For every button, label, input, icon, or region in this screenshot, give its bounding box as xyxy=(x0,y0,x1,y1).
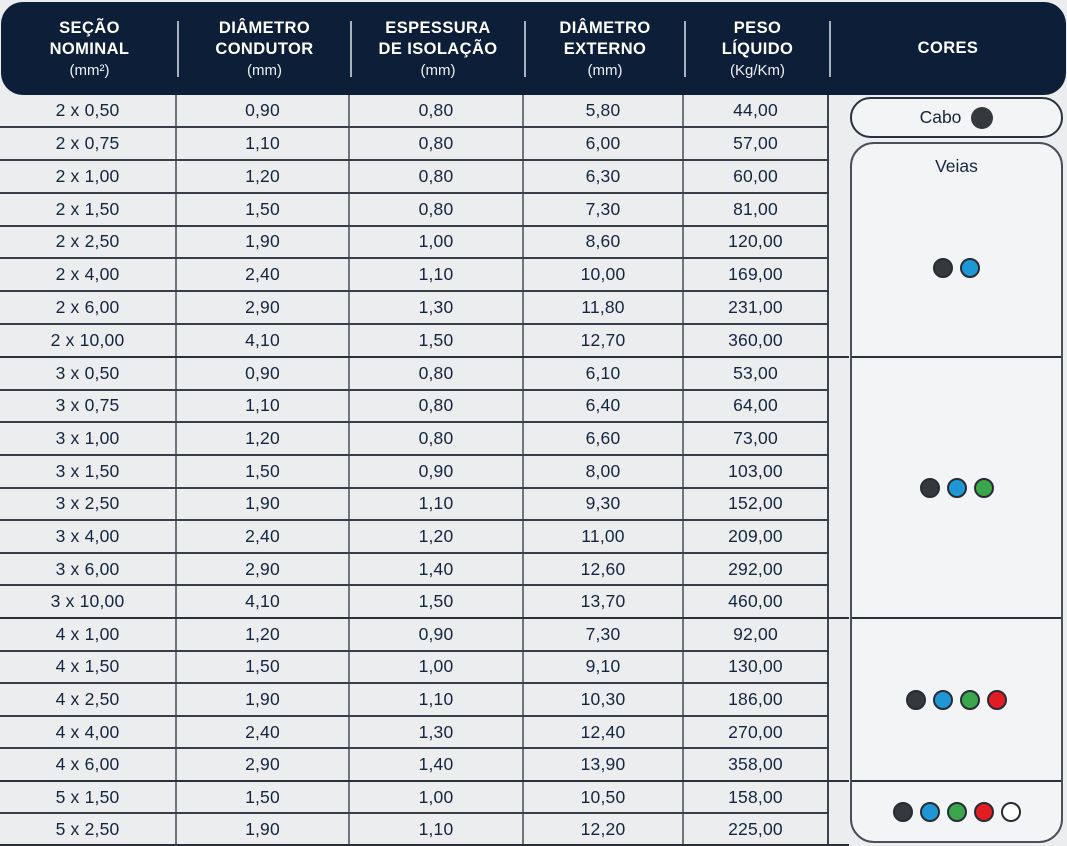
header-label: LÍQUIDO xyxy=(721,39,794,58)
table-cell: 4 x 6,00 xyxy=(0,749,177,780)
color-dot-red xyxy=(987,690,1007,710)
table-cell: 0,80 xyxy=(350,95,524,126)
color-dot-green xyxy=(960,690,980,710)
table-cell: 1,10 xyxy=(350,489,524,520)
table-cell: 13,70 xyxy=(524,586,684,617)
table-cell: 130,00 xyxy=(684,652,829,683)
table-header xyxy=(1,2,1066,95)
table-cell: 3 x 0,50 xyxy=(0,358,177,389)
table-cell: 103,00 xyxy=(684,456,829,487)
table-cell: 0,80 xyxy=(350,194,524,225)
table-row xyxy=(0,192,829,225)
header-label: DE ISOLAÇÃO xyxy=(378,39,498,58)
table-cell: 53,00 xyxy=(684,358,829,389)
veias-section-3x xyxy=(852,356,1061,617)
table-cell: 7,30 xyxy=(524,194,684,225)
table-cell: 2,40 xyxy=(177,717,350,748)
table-cell: 10,50 xyxy=(524,782,684,812)
table-row xyxy=(0,454,829,487)
table-cell: 120,00 xyxy=(684,227,829,258)
table-cell: 81,00 xyxy=(684,194,829,225)
header-label: SEÇÃO xyxy=(59,19,120,38)
table-cell: 1,50 xyxy=(177,652,350,683)
table-cell: 5 x 1,50 xyxy=(0,782,177,812)
table-row xyxy=(0,650,829,683)
group-rows xyxy=(0,358,829,617)
row-group-4x xyxy=(0,617,849,780)
table-cell: 1,30 xyxy=(350,717,524,748)
table-cell: 10,30 xyxy=(524,684,684,715)
table-cell: 1,50 xyxy=(177,456,350,487)
table-row xyxy=(0,812,829,844)
table-cell: 0,90 xyxy=(177,358,350,389)
table-row xyxy=(0,552,829,585)
table-body xyxy=(0,95,1067,846)
header-cell-2 xyxy=(351,2,525,95)
cabo-color-dot xyxy=(971,107,993,129)
table-cell: 360,00 xyxy=(684,325,829,356)
color-dot-white xyxy=(1001,802,1021,822)
table-row xyxy=(0,747,829,780)
group-strip xyxy=(829,358,849,617)
table-cell: 3 x 10,00 xyxy=(0,586,177,617)
table-row xyxy=(0,421,829,454)
table-row xyxy=(0,159,829,192)
table-cell: 3 x 0,75 xyxy=(0,391,177,422)
header-label: CORES xyxy=(917,39,979,58)
color-dot-blue xyxy=(920,802,940,822)
table-cell: 2,90 xyxy=(177,749,350,780)
table-cell: 1,20 xyxy=(177,619,350,650)
table-cell: 292,00 xyxy=(684,554,829,585)
table-cell: 44,00 xyxy=(684,95,829,126)
table-cell: 158,00 xyxy=(684,782,829,812)
table-cell: 3 x 1,50 xyxy=(0,456,177,487)
table-cell: 1,30 xyxy=(350,292,524,323)
table-cell: 3 x 4,00 xyxy=(0,521,177,552)
table-cell: 0,80 xyxy=(350,358,524,389)
header-unit: (mm) xyxy=(247,61,282,79)
table-cell: 1,10 xyxy=(350,259,524,290)
table-cell: 4,10 xyxy=(177,325,350,356)
table-cell: 5 x 2,50 xyxy=(0,814,177,844)
table-cell: 460,00 xyxy=(684,586,829,617)
table-cell: 1,90 xyxy=(177,684,350,715)
table-cell: 2 x 10,00 xyxy=(0,325,177,356)
table-cell: 0,90 xyxy=(350,619,524,650)
color-dot-dark xyxy=(933,258,953,278)
table-cell: 12,70 xyxy=(524,325,684,356)
veias-section-2x xyxy=(852,180,1061,356)
color-dot-red xyxy=(974,802,994,822)
table-row xyxy=(0,619,829,650)
table-cell: 12,60 xyxy=(524,554,684,585)
table-cell: 2,40 xyxy=(177,259,350,290)
table-row xyxy=(0,389,829,422)
table-cell: 1,10 xyxy=(177,128,350,159)
header-cell-1 xyxy=(178,2,351,95)
table-cell: 10,00 xyxy=(524,259,684,290)
table-cell: 1,50 xyxy=(177,782,350,812)
table-row xyxy=(0,323,829,356)
table-cell: 1,20 xyxy=(177,423,350,454)
table-cell: 8,00 xyxy=(524,456,684,487)
table-cell: 64,00 xyxy=(684,391,829,422)
table-cell: 1,50 xyxy=(350,325,524,356)
table-cell: 186,00 xyxy=(684,684,829,715)
table-cell: 0,80 xyxy=(350,391,524,422)
table-cell: 0,90 xyxy=(350,456,524,487)
table-cell: 0,80 xyxy=(350,161,524,192)
group-rows xyxy=(0,95,829,356)
table-row xyxy=(0,715,829,748)
row-group-5x xyxy=(0,780,849,846)
header-label: DIÂMETRO xyxy=(218,19,311,38)
table-cell: 4 x 2,50 xyxy=(0,684,177,715)
table-cell: 60,00 xyxy=(684,161,829,192)
veias-label: Veias xyxy=(935,155,978,176)
table-row xyxy=(0,782,829,812)
table-cell: 5,80 xyxy=(524,95,684,126)
color-dot-blue xyxy=(960,258,980,278)
table-cell: 9,30 xyxy=(524,489,684,520)
table-row xyxy=(0,519,829,552)
table-cell: 4 x 1,50 xyxy=(0,652,177,683)
table-cell: 209,00 xyxy=(684,521,829,552)
color-dot-dark xyxy=(893,802,913,822)
table-cell: 2 x 0,50 xyxy=(0,95,177,126)
table-cell: 6,40 xyxy=(524,391,684,422)
table-row xyxy=(0,225,829,258)
table-row xyxy=(0,358,829,389)
table-cell: 12,40 xyxy=(524,717,684,748)
table-row xyxy=(0,682,829,715)
table-cell: 1,00 xyxy=(350,782,524,812)
header-label: EXTERNO xyxy=(563,39,647,58)
table-cell: 6,10 xyxy=(524,358,684,389)
table-cell: 2 x 6,00 xyxy=(0,292,177,323)
table-cell: 6,60 xyxy=(524,423,684,454)
header-cell-5 xyxy=(830,2,1066,95)
table-row xyxy=(0,257,829,290)
header-cell-0 xyxy=(1,2,178,95)
table-cell: 152,00 xyxy=(684,489,829,520)
table-cell: 169,00 xyxy=(684,259,829,290)
table-cell: 6,30 xyxy=(524,161,684,192)
table-cell: 73,00 xyxy=(684,423,829,454)
table-cell: 1,10 xyxy=(350,814,524,844)
table-cell: 2,90 xyxy=(177,292,350,323)
table-cell: 2 x 0,75 xyxy=(0,128,177,159)
table-cell: 3 x 2,50 xyxy=(0,489,177,520)
group-strip xyxy=(829,782,849,844)
header-unit: (mm) xyxy=(587,61,623,79)
table-cell: 2 x 1,50 xyxy=(0,194,177,225)
table-cell: 92,00 xyxy=(684,619,829,650)
row-group-3x xyxy=(0,356,849,617)
table-cell: 4 x 1,00 xyxy=(0,619,177,650)
group-strip xyxy=(829,619,849,780)
table-cell: 2 x 4,00 xyxy=(0,259,177,290)
header-cell-4 xyxy=(685,2,830,95)
header-unit: (mm²) xyxy=(69,61,110,79)
table-cell: 1,40 xyxy=(350,554,524,585)
table-cell: 358,00 xyxy=(684,749,829,780)
table-cell: 13,90 xyxy=(524,749,684,780)
table-cell: 1,10 xyxy=(350,684,524,715)
header-label: PESO xyxy=(733,19,782,38)
table-cell: 0,90 xyxy=(177,95,350,126)
color-dot-blue xyxy=(933,690,953,710)
header-label: CONDUTOR xyxy=(215,39,314,58)
table-cell: 1,50 xyxy=(177,194,350,225)
veias-section-5x xyxy=(852,780,1061,841)
table-cell: 7,30 xyxy=(524,619,684,650)
table-cell: 2,40 xyxy=(177,521,350,552)
group-rows xyxy=(0,619,829,780)
table-cell: 0,80 xyxy=(350,128,524,159)
table-row xyxy=(0,126,829,159)
table-cell: 2 x 2,50 xyxy=(0,227,177,258)
veias-box xyxy=(850,142,1063,843)
table-row xyxy=(0,487,829,520)
table-cell: 1,00 xyxy=(350,227,524,258)
table-cell: 1,20 xyxy=(177,161,350,192)
header-label: NOMINAL xyxy=(49,39,130,58)
group-strip xyxy=(829,95,849,356)
table-cell: 11,80 xyxy=(524,292,684,323)
table-cell: 12,20 xyxy=(524,814,684,844)
cabo-label: Cabo xyxy=(919,107,962,127)
table-cell: 9,10 xyxy=(524,652,684,683)
color-dot-dark xyxy=(906,690,926,710)
table-row xyxy=(0,290,829,323)
header-label: ESPESSURA xyxy=(385,19,491,38)
table-cell: 6,00 xyxy=(524,128,684,159)
veias-section-4x xyxy=(852,617,1061,780)
header-unit: (Kg/Km) xyxy=(729,61,785,79)
table-cell: 1,50 xyxy=(350,586,524,617)
table-cell: 225,00 xyxy=(684,814,829,844)
table-cell: 231,00 xyxy=(684,292,829,323)
table-cell: 11,00 xyxy=(524,521,684,552)
table-cell: 1,40 xyxy=(350,749,524,780)
table-cell: 270,00 xyxy=(684,717,829,748)
color-dot-dark xyxy=(920,478,940,498)
table-cell: 0,80 xyxy=(350,423,524,454)
table-cell: 1,90 xyxy=(177,227,350,258)
table-row xyxy=(0,95,829,126)
cabo-pill xyxy=(850,97,1063,138)
cores-panel xyxy=(849,95,1067,846)
table-cell: 1,90 xyxy=(177,814,350,844)
table-cell: 8,60 xyxy=(524,227,684,258)
row-group-2x xyxy=(0,95,849,356)
table-cell: 4 x 4,00 xyxy=(0,717,177,748)
table-cell: 1,10 xyxy=(177,391,350,422)
table-cell: 57,00 xyxy=(684,128,829,159)
table-cell: 3 x 6,00 xyxy=(0,554,177,585)
header-unit: (mm) xyxy=(420,61,456,79)
table-cell: 2,90 xyxy=(177,554,350,585)
table-cell: 1,00 xyxy=(350,652,524,683)
header-label: DIÂMETRO xyxy=(559,19,651,38)
table-cell: 3 x 1,00 xyxy=(0,423,177,454)
table-cell: 1,90 xyxy=(177,489,350,520)
color-dot-green xyxy=(947,802,967,822)
table-cell: 2 x 1,00 xyxy=(0,161,177,192)
header-cell-3 xyxy=(525,2,685,95)
table-cell: 1,20 xyxy=(350,521,524,552)
group-rows xyxy=(0,782,829,844)
color-dot-blue xyxy=(947,478,967,498)
color-dot-green xyxy=(974,478,994,498)
table-row xyxy=(0,584,829,617)
table-cell: 4,10 xyxy=(177,586,350,617)
